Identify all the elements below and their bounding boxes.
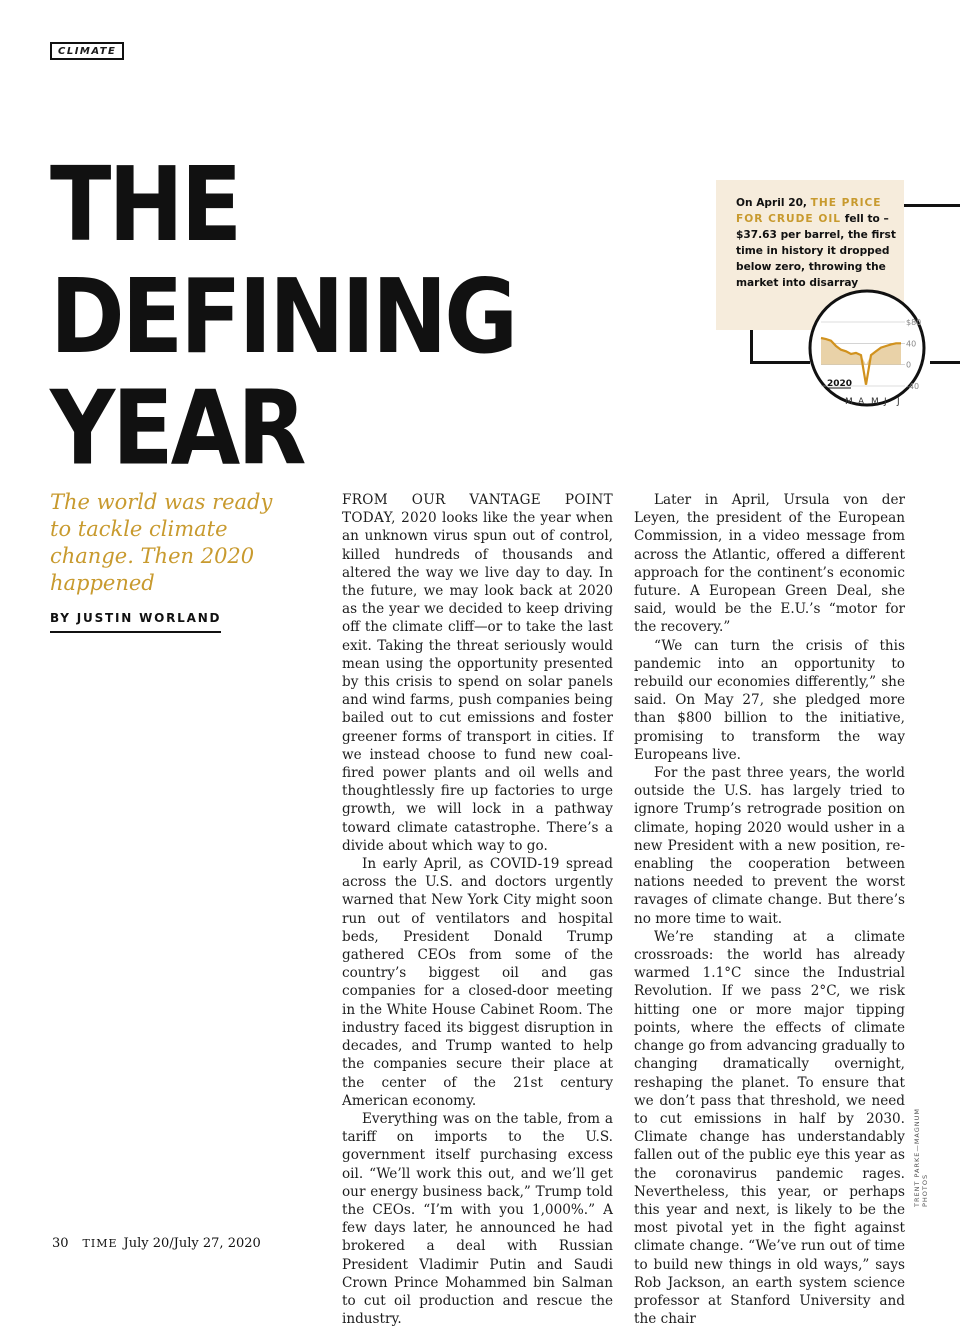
dek: The world was ready to tackle climate change. Then 2020 happened <box>50 490 273 595</box>
paragraph: In early April, as COVID-19 spread across the U.S. and doctors urgently warned that New York City might soon run out of ventilators and hospital beds, President Donald Trump gathered CEOs from some of the country’s biggest oil and gas companies for a closed-door meeting in the White House Cabinet Room. The industry faced its biggest disruption in decades, and Trump wanted to help the companies secure their place at the center of the 21st century American economy. <box>342 856 613 1109</box>
lead-in: FROM OUR VANTAGE POINT TODAY, 2020 <box>342 492 613 527</box>
paragraph: We’re standing at a climate crossroads: the world has already warmed 1.1°C since the Industrial Revolution. If we pass 2°C, we risk hitting one or more major tipping points, where the effects of climate change go from advancing gradually to changing dramatically overnight, reshaping the planet. To ensure that we don’t pass that threshold, we need to cut emissions in half by 2030. Climate change has understandably fallen out of the public eye this year as the coronavirus pandemic rages. Nevertheless, this year, or perhaps this year and next, is likely to be the most pivotal yet in the fight against climate change. “We’ve run out of time to build new things in old ways,” says Rob Jackson, an earth system science professor at Stanford University and the chair <box>634 928 905 1328</box>
photo-credit: TRENT PARKE—MAGNUM PHOTOS <box>913 1107 929 1207</box>
folio <box>52 1236 261 1251</box>
section-tag: CLIMATE <box>50 42 124 60</box>
bracket-line-bottom <box>750 361 810 364</box>
byline: BY JUSTIN WORLAND <box>50 611 221 633</box>
paragraph: For the past three years, the world outside the U.S. has largely tried to ignore Trump’s retrograde position on climate, hoping 2020 would usher in a new President with a new position, re-enabling the cooperation between nations needed to prevent the worst ravages of climate change. But there’s no more time to wait. <box>634 765 905 927</box>
paragraph: “We can turn the crisis of this pandemic into an opportunity to rebuild our economies differently,” she said. On May 27, she pledged more than $800 billion to the initiative, promising to transform the way Europeans live. <box>634 637 905 763</box>
magazine-name: TIME <box>82 1237 118 1250</box>
x-tick-label: J <box>884 397 887 407</box>
callout-pre: On April 20, <box>736 197 811 209</box>
headline-line-2: DEFINING <box>50 257 516 377</box>
page-number: 30 <box>52 1236 69 1251</box>
y-tick-label: -40 <box>906 382 920 391</box>
callout-post: fell to –$37.63 per barrel, the first time in history it dropped below zero, throwing the market into disarray <box>736 213 896 289</box>
paragraph: FROM OUR VANTAGE POINT TODAY, 2020 looks like the year when an unknown virus spun out of control, killed hundreds of thousands and altered the way we live day to day. In the future, we may look back at 2020 as the year we decided to keep driving off the climate cliff—or to take the last exit. Taking the threat seriously would mean using the opportunity presented by this crisis to spend on solar panels and wind farms, push companies being bailed out to cut emissions and foster greener forms of transport in cities. If we instead choose to fund new coal-fired power plants and oil wells and thoughtlessly fire up factories to urge growth, we will lock in a pathway toward climate catastrophe. There’s a divide about which way to go. <box>342 492 613 854</box>
x-tick-label: A <box>858 397 865 407</box>
y-tick-label: 40 <box>906 339 917 349</box>
x-tick-label: M <box>871 397 879 407</box>
callout-text <box>736 195 896 291</box>
bracket-line-right <box>930 361 960 364</box>
headline-line-1: THE <box>50 145 240 266</box>
year-label: 2020 <box>827 379 853 389</box>
oil-price-chart <box>807 288 927 408</box>
headline-line-3: YEAR <box>50 368 304 489</box>
paragraph: Later in April, Ursula von der Leyen, the president of the European Commission, in a video message from across the Atlantic, offered a different approach for the continent’s economic future. A European Green Deal, she said, would be the E.U.’s “motor for the recovery.” <box>634 492 905 636</box>
x-tick-label: M <box>845 397 853 407</box>
callout-highlight: THE PRICE FOR CRUDE OIL <box>736 197 882 225</box>
y-tick-label: $80 <box>906 318 922 327</box>
bracket-line-left <box>750 330 753 364</box>
x-tick-label: J <box>897 397 900 407</box>
bracket-line-top <box>904 204 960 207</box>
issue-date: July 20/July 27, 2020 <box>123 1236 261 1251</box>
headline <box>50 145 516 489</box>
body-column-2 <box>634 491 905 1328</box>
body-column-1 <box>342 491 613 1328</box>
y-tick-label: 0 <box>906 360 912 370</box>
paragraph: Everything was on the table, from a tariff on imports to the U.S. government itself purchasing excess oil. “We’ll work this out, and we’ll get our energy business back,” Trump told the CEOs. “I’m with you 1,000%.” A few days later, he announced he had brokered a deal with Russian President Vladimir Putin and Saudi Crown Prince Mohammed bin Salman to cut oil production and rescue the industry. <box>342 1110 613 1328</box>
